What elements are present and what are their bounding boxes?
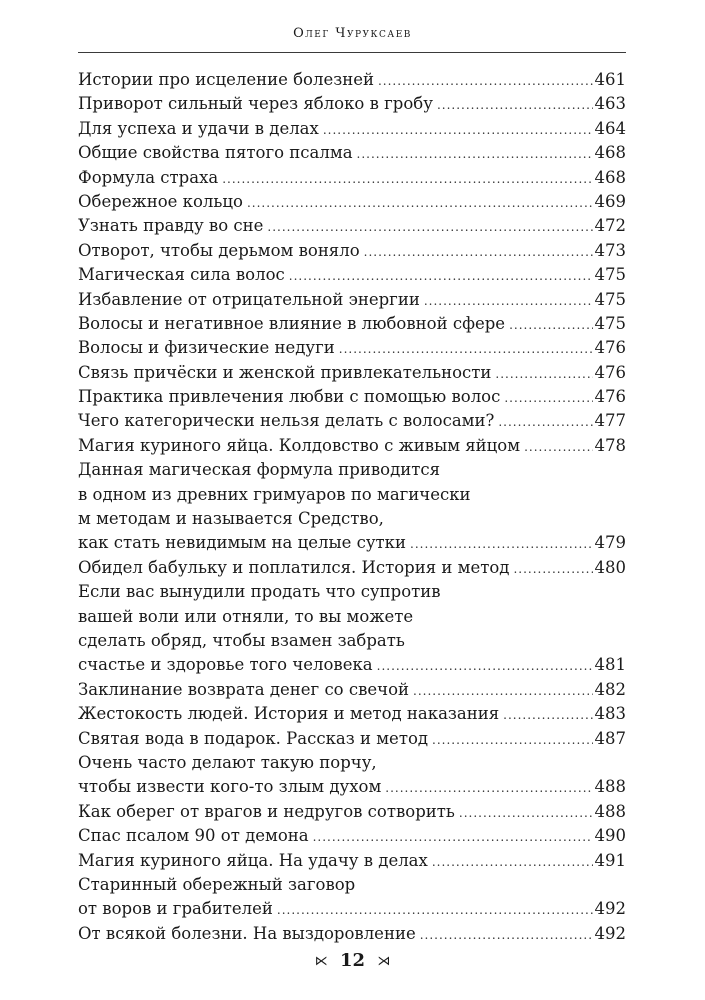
toc-entry-line [78,385,626,409]
toc-entry-line [78,239,626,263]
toc-entry-page: 479 [594,533,626,553]
toc-entry-title: Приворот сильный через яблоко в гробу [78,94,433,114]
toc-entry-page: 478 [594,435,626,455]
toc-entry-line [78,458,626,482]
toc-entry [78,873,626,922]
toc-entry [78,361,626,385]
dot-leader [289,264,593,288]
dot-leader [378,69,593,93]
toc-entry [78,727,626,751]
toc-entry-title: Спас псалом 90 от демона [78,826,309,846]
toc-entry-page: 488 [594,777,626,797]
toc-entry [78,214,626,238]
toc-entry-title: счастье и здоровье того человека [78,655,373,675]
dot-leader [432,850,593,874]
toc-entry-title: Обидел бабульку и поплатился. История и метод [78,557,510,577]
toc-entry-title: Магия куриного яйца. Колдовство с живым яйцом [78,435,521,455]
toc-entry [78,288,626,312]
toc-entry-title: Связь причёски и женской привлекательности [78,362,492,382]
toc-entry-line [78,483,626,507]
toc-entry-page: 475 [594,289,626,309]
dot-leader [509,313,592,337]
page-number: 12 [339,950,366,971]
toc-entry [78,92,626,116]
toc-entry [78,580,626,678]
dot-leader [247,191,593,215]
toc-entry-title: Формула страха [78,167,219,187]
dot-leader [420,923,593,947]
author-name: Олег Чуруксаев [293,26,412,41]
toc-entry-title: Волосы и негативное влияние в любовной сфере [78,313,506,333]
toc-entry-line [78,702,626,726]
toc-entry-title: от воров и грабителей [78,899,273,919]
dot-leader [385,776,592,800]
toc-entry-title: Чего категорически нельзя делать с волосами? [78,411,495,431]
toc-entry-page: 476 [594,387,626,407]
toc-entry [78,800,626,824]
dot-leader [410,532,593,556]
toc-entry-line [78,727,626,751]
toc-entry-page: 468 [594,143,626,163]
toc-entry [78,117,626,141]
toc-entry-page: 490 [594,826,626,846]
toc-entry [78,263,626,287]
toc-entry [78,409,626,433]
toc-entry-line [78,849,626,873]
toc-entry-line [78,629,626,653]
toc-entry [78,458,626,556]
toc-entry-title: как стать невидимым на целые сутки [78,533,406,553]
toc-entry-line [78,263,626,287]
dot-leader [459,801,593,825]
header-divider [78,52,626,53]
toc-entry-line [78,922,626,946]
toc-entry [78,849,626,873]
toc-entry [78,922,626,946]
toc-entry-line [78,678,626,702]
toc-entry-line [78,507,626,531]
dot-leader [277,898,593,922]
dot-leader [498,410,592,434]
toc-entry [78,190,626,214]
toc-entry-title: Общие свойства пятого псалма [78,143,353,163]
dot-leader [524,435,592,459]
toc-entry-page: 487 [594,728,626,748]
ornament-left-icon: ⋉ [314,953,328,969]
toc-entry-title: Практика привлечения любви с помощью волос [78,387,501,407]
dot-leader [364,240,593,264]
toc-entry-title: От всякой болезни. На выздоровление [78,923,416,943]
toc-entry-title: Для успеха и удачи в делах [78,118,319,138]
toc-entry-line [78,312,626,336]
toc-entry-page: 473 [594,240,626,260]
toc-entry-page: 475 [594,313,626,333]
toc-entry-title: Обережное кольцо [78,191,243,211]
toc-entry-page: 482 [594,679,626,699]
toc-entry-line [78,800,626,824]
toc-entry-line [78,190,626,214]
dot-leader [413,679,593,703]
dot-leader [513,557,592,581]
table-of-contents [78,68,626,946]
toc-entry-line [78,775,626,799]
toc-entry-line [78,68,626,92]
toc-entry-title: Старинный обережный заговор [78,874,356,894]
toc-entry [78,824,626,848]
toc-entry-line [78,531,626,555]
toc-entry-page: 480 [594,557,626,577]
toc-entry [78,385,626,409]
toc-entry-line [78,580,626,604]
toc-entry [78,556,626,580]
toc-entry-line [78,409,626,433]
toc-entry-title: Заклинание возврата денег со свечой [78,679,409,699]
toc-entry-page: 461 [594,70,626,89]
ornament-right-icon: ⋊ [377,953,391,969]
toc-entry-title: м методам и называется Средство, [78,509,384,529]
page-footer [0,950,705,971]
dot-leader [437,93,593,117]
toc-entry-page: 488 [594,801,626,821]
toc-entry-line [78,336,626,360]
toc-entry-title: Узнать правду во сне [78,216,264,236]
dot-leader [504,386,592,410]
toc-entry [78,702,626,726]
toc-entry [78,336,626,360]
toc-entry-page: 477 [594,411,626,431]
toc-entry-page: 491 [594,850,626,870]
toc-entry-title: Святая вода в подарок. Рассказ и метод [78,728,429,748]
toc-entry-title: Очень часто делают такую порчу, [78,752,377,772]
toc-entry-title: Отворот, чтобы дерьмом воняло [78,240,360,260]
toc-entry-page: 469 [594,191,626,211]
toc-entry-line [78,214,626,238]
toc-entry-line [78,434,626,458]
toc-entry [78,239,626,263]
toc-entry-page: 468 [594,167,626,187]
toc-entry [78,141,626,165]
toc-entry-line [78,361,626,385]
toc-entry-title: в одном из древних гримуаров по магически [78,484,471,504]
toc-entry-line [78,653,626,677]
toc-entry-line [78,605,626,629]
toc-entry-title: Магия куриного яйца. На удачу в делах [78,850,428,870]
toc-entry-line [78,824,626,848]
toc-entry-page: 476 [594,362,626,382]
toc-entry [78,751,626,800]
dot-leader [323,118,593,142]
toc-entry-title: Волосы и физические недуги [78,338,335,358]
toc-entry-line [78,556,626,580]
toc-entry [78,678,626,702]
dot-leader [313,825,593,849]
toc-entry [78,68,626,92]
toc-entry-title: вашей воли или отняли, то вы можете [78,606,414,626]
toc-entry-title: чтобы извести кого-то злым духом [78,777,382,797]
toc-entry-page: 492 [594,899,626,919]
toc-entry-title: Если вас вынудили продать что супротив [78,582,441,602]
toc-entry [78,166,626,190]
dot-leader [339,337,593,361]
dot-leader [495,362,592,386]
dot-leader [357,142,593,166]
toc-entry-line [78,288,626,312]
toc-entry [78,434,626,458]
toc-entry-line [78,873,626,897]
toc-entry-page: 492 [594,923,626,943]
toc-entry-page: 475 [594,265,626,285]
toc-entry-line [78,751,626,775]
toc-entry [78,312,626,336]
toc-entry-page: 476 [594,338,626,358]
toc-entry-page: 481 [594,655,626,675]
toc-entry-title: сделать обряд, чтобы взамен забрать [78,630,405,650]
dot-leader [377,654,593,678]
toc-entry-line [78,166,626,190]
dot-leader [267,215,592,239]
toc-entry-page: 463 [594,94,626,114]
dot-leader [503,703,592,727]
dot-leader [222,167,592,191]
toc-entry-title: Истории про исцеление болезней [78,70,374,89]
toc-entry-page: 483 [594,704,626,724]
toc-entry-line [78,92,626,116]
toc-entry-line [78,897,626,921]
toc-entry-title: Жестокость людей. История и метод наказания [78,704,500,724]
toc-entry-title: Как оберег от врагов и недругов сотворить [78,801,455,821]
toc-entry-line [78,141,626,165]
toc-entry-title: Данная магическая формула приводится [78,460,441,480]
toc-entry-page: 472 [594,216,626,236]
toc-entry-line [78,117,626,141]
dot-leader [424,289,593,313]
toc-entry-page: 464 [594,118,626,138]
toc-entry-title: Избавление от отрицательной энергии [78,289,420,309]
running-header [0,26,705,41]
dot-leader [432,728,592,752]
toc-entry-title: Магическая сила волос [78,265,285,285]
